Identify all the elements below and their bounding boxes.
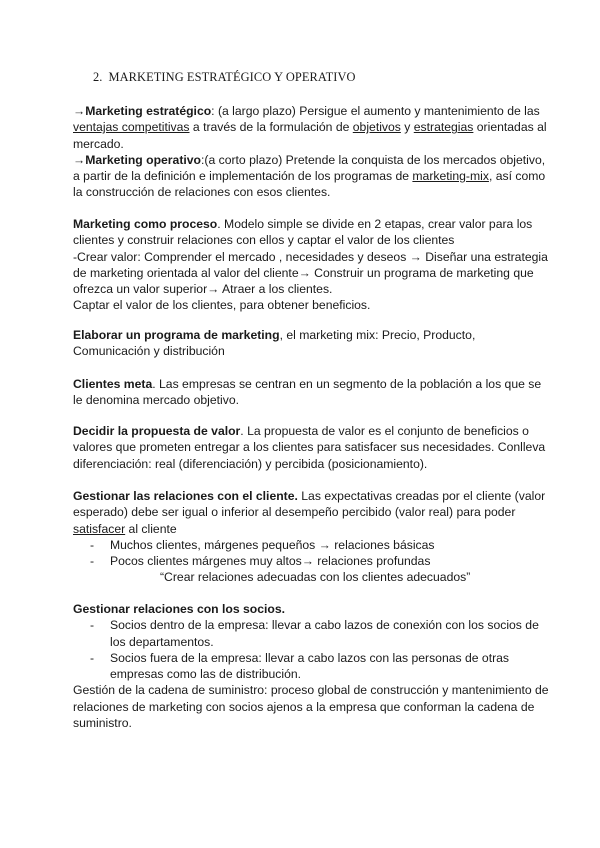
list-item: - Socios fuera de la empresa: llevar a cabo lazos con las personas de otras empresas como las de distribución.: [90, 650, 510, 682]
paragraph-programa: Elaborar un programa de marketing, el marketing mix: Precio, Producto, Comunicación y distribución: [73, 328, 476, 359]
section-title: MARKETING ESTRATÉGICO Y OPERATIVO: [108, 70, 356, 84]
list-item: - Muchos clientes, márgenes pequeños → relaciones básicas: [90, 537, 435, 552]
arrow-glyph: →: [73, 104, 86, 118]
paragraph-relaciones-cliente: Gestionar las relaciones con el cliente. Las expectativas creadas por el cliente (valor esperado) debe ser igual o inferior al desempeño percibido (valor real) para poder satisfacer al cliente - Muchos clientes, márgenes pequeños → relaciones básicas - Pocos clientes márgenes muy altos→ relaciones profundas “Crear relaciones adecuadas con los clientes adecuados”: [73, 488, 553, 586]
paragraph-operativo: →Marketing operativo:(a corto plazo) Pretende la conquista de los mercados objetivo, a partir de la definición e implementación de los programas de marketing-mix, así como la construcción de relaciones con esos clientes.: [73, 152, 546, 200]
quote: “Crear relaciones adecuadas con los clientes adecuados”: [160, 570, 471, 585]
paragraph-proceso: Marketing como proceso. Modelo simple se divide en 2 etapas, crear valor para los clientes y construir relaciones con ellos y captar el valor de los clientes -Crear valor: Comprender el mercado , necesidades y deseos → Diseñar una estrategia de marketing orientada al valor del cliente→ Construir un programa de marketing que ofrezca un valor superior→ Atraer a los clientes. Captar el valor de los clientes, para obtener beneficios.: [73, 217, 548, 313]
marketing-definitions: [73, 103, 553, 201]
paragraph-propuesta-valor: Decidir la propuesta de valor. La propuesta de valor es el conjunto de beneficios o valores que prometen entregar a los clientes para satisfacer sus necesidades. Conlleva diferenciación: real (diferenciación) y percibida (posicionamiento).: [73, 424, 546, 471]
section-heading: [93, 70, 356, 85]
section-number: 2.: [93, 70, 103, 84]
paragraph-socios: Gestionar relaciones con los socios. - Socios dentro de la empresa: llevar a cabo lazos de conexión con los socios de los departamentos. - Socios fuera de la empresa: llevar a cabo lazos con las personas de otras empresas como las de distribución. Gestión de la cadena de suministro: proceso global de construcción y mantenimiento de relaciones de marketing con socios ajenos a la empresa que conforman la cadena de suministro.: [73, 601, 553, 731]
paragraph-clientes-meta: Clientes meta. Las empresas se centran en un segmento de la población a los que se le denomina mercado objetivo.: [73, 377, 542, 408]
list-item: - Pocos clientes márgenes muy altos→ relaciones profundas: [90, 554, 431, 569]
paragraph-estrategico: →Marketing estratégico: (a largo plazo) Persigue el aumento y mantenimiento de las ventajas competitivas a través de la formulación de objetivos y estrategias orientadas al mercado.: [73, 104, 547, 151]
list-item: - Socios dentro de la empresa: llevar a cabo lazos de conexión con los socios de los departamentos.: [90, 618, 539, 649]
arrow-glyph: →: [73, 152, 86, 167]
paragraph-cadena-suministro: Gestión de la cadena de suministro: proceso global de construcción y mantenimiento de relaciones de marketing con socios ajenos a la empresa que conforman la cadena de suministro.: [73, 683, 549, 731]
